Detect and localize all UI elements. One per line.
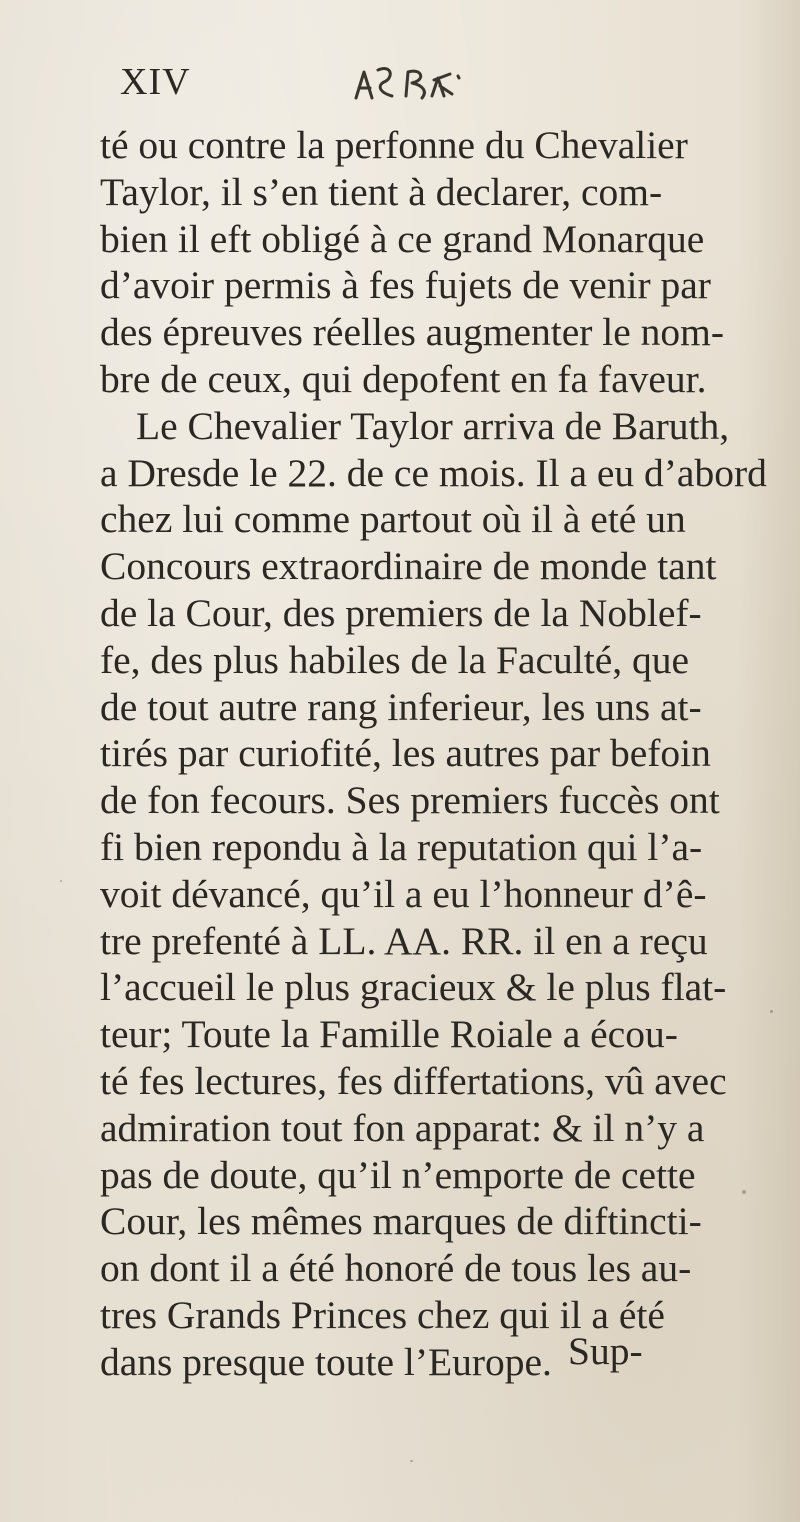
text-line: tres Grands Princes chez qui il a été (100, 1292, 665, 1337)
text-line: de fon fecours. Ses premiers fuccès ont (100, 778, 720, 823)
text-line: fe, des plus habiles de la Faculté, que (100, 637, 690, 682)
text-line: d’avoir permis à fes fujets de venir par (100, 263, 711, 308)
text-line: tirés par curiofité, les autres par befoin (100, 731, 711, 776)
text-line: Concours extraordinaire de monde tant (100, 544, 717, 589)
text-line: voit dévancé, qu’il a eu l’honneur d’ê- (100, 871, 707, 916)
text-line: teur; Toute la Famille Roiale a écou- (100, 1012, 678, 1057)
paragraph-start-line: Le Chevalier Taylor arriva de Baruth, (136, 403, 730, 448)
page-number: XIV (120, 61, 191, 103)
body-text (100, 122, 790, 1386)
text-line: des épreuves réelles augmenter le nom- (100, 310, 725, 355)
text-line: a Dresde le 22. de ce mois. Il a eu d’abord (100, 450, 767, 495)
text-line: pas de doute, qu’il n’emporte de cette (100, 1152, 696, 1197)
text-line: admiration tout fon apparat: & il n’y a (100, 1105, 705, 1150)
text-line: Taylor, il s’en tient à declarer, com- (100, 169, 663, 214)
text-line: tre prefenté à LL. AA. RR. il en a reçu (100, 918, 708, 963)
text-line: fi bien repondu à la reputation qui l’a- (100, 824, 703, 869)
text-line: de la Cour, des premiers de la Noblef- (100, 590, 702, 635)
text-line: chez lui comme partout où il à eté un (100, 497, 686, 542)
handwritten-ink-mark-icon (348, 58, 468, 104)
text-line: Cour, les mêmes marques de diftincti- (100, 1199, 702, 1244)
text-line: de tout autre rang inferieur, les uns at- (100, 684, 702, 729)
text-line: on dont il a été honoré de tous les au- (100, 1246, 692, 1291)
text-line: té ou contre la perfonne du Chevalier (100, 123, 688, 167)
catchword: Sup- (568, 1329, 643, 1373)
text-line: l’accueil le plus gracieux & le plus flat- (100, 965, 727, 1010)
text-line: bien il eft obligé à ce grand Monarque (100, 216, 705, 261)
page-header (120, 58, 540, 108)
text-line: té fes lectures, fes differtations, vû avec (100, 1058, 727, 1103)
text-line: dans presque toute l’Europe. (100, 1339, 552, 1384)
text-line: bre de ceux, qui depofent en fa faveur. (100, 356, 707, 401)
